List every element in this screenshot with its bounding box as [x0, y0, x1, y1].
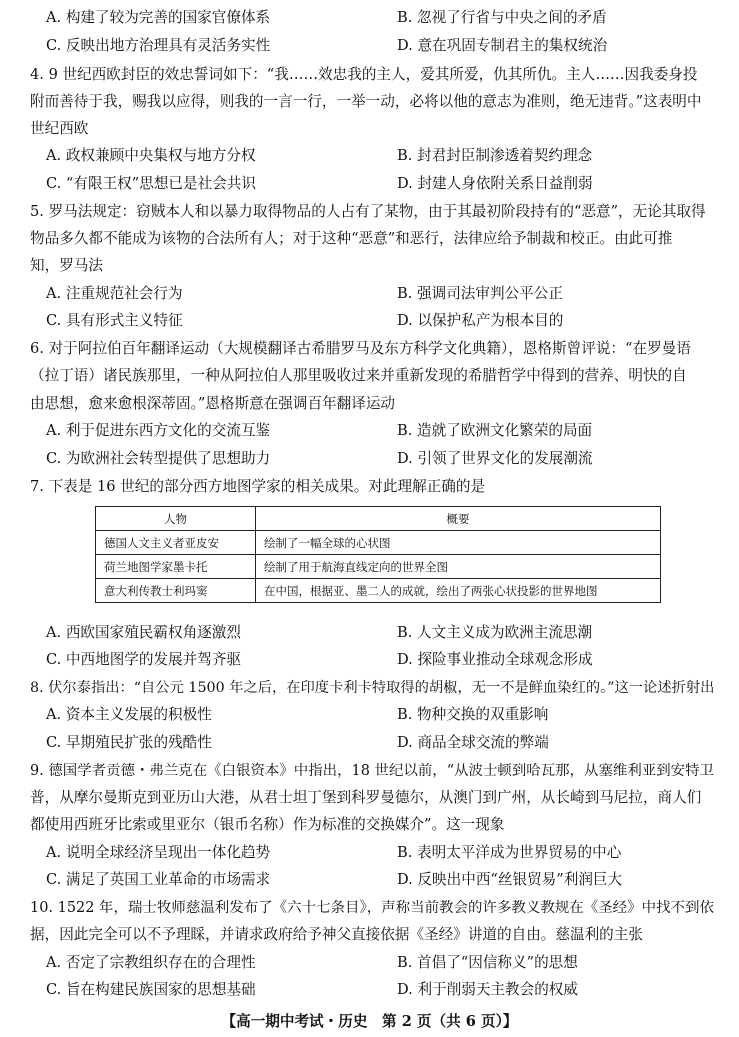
cartographers-table [95, 506, 661, 603]
option-a: A. 否定了宗教组织存在的合理性 [46, 954, 256, 971]
option-a: A. 说明全球经济呈现出一体化趋势 [46, 844, 271, 861]
table-header-person: 人物 [96, 507, 256, 531]
page-footer: 【高一期中考试・历史 第 2 页（共 6 页）】 [221, 1013, 518, 1030]
option-a: A. 注重规范社会行为 [46, 285, 183, 302]
question-9-text: 普，从摩尔曼斯克到亚历山大港，从君士坦丁堡到科罗曼德尔，从澳门到广州，从长崎到马尼拉，商人们 [30, 789, 702, 806]
option-d: D. 利于削弱天主教会的权威 [397, 981, 578, 998]
option-a: A. 利于促进东西方文化的交流互鉴 [46, 422, 271, 439]
table-cell-person: 德国人文主义者亚皮安 [96, 531, 256, 555]
table-row [96, 579, 661, 603]
question-6-text: 6. 对于阿拉伯百年翻译运动（大规模翻译古希腊罗马及东方科学文化典籍），恩格斯曾评说：“在罗曼语 [30, 340, 691, 357]
option-c: C. “有限王权”思想已是社会共识 [46, 175, 256, 192]
option-a: A. 西欧国家殖民霸权角逐激烈 [46, 624, 241, 641]
option-b: B. 人文主义成为欧洲主流思潮 [397, 624, 593, 641]
question-4-text: 附而善待于我，赐我以应得，则我的一言一行，一举一动，必将以他的意志为准则，绝无违背。”这表明中 [30, 93, 702, 110]
question-10-text: 据，因此完全可以不予理睬，并请求政府给予神父直接依据《圣经》讲道的自由。慈温利的主张 [30, 926, 643, 943]
option-b: B. 表明太平洋成为世界贸易的中心 [397, 844, 622, 861]
option-b: B. 物种交换的双重影响 [397, 706, 549, 723]
question-6-text: 由思想，愈来愈根深蒂固。”恩格斯意在强调百年翻译运动 [30, 395, 396, 412]
option-a: A. 构建了较为完善的国家官僚体系 [46, 9, 271, 26]
option-d: D. 封建人身依附关系日益削弱 [397, 175, 593, 192]
table-cell-summary: 绘制了用于航海直线定向的世界全图 [256, 555, 661, 579]
option-c: C. 反映出地方治理具有灵活务实性 [46, 37, 271, 54]
option-c: C. 具有形式主义特征 [46, 312, 183, 329]
option-c: C. 早期殖民扩张的残酷性 [46, 734, 212, 751]
table-cell-person: 荷兰地图学家墨卡托 [96, 555, 256, 579]
question-4-text: 4. 9 世纪西欧封臣的效忠誓词如下：“我……效忠我的主人，爱其所爱，仇其所仇。主人……因我委身投 [30, 66, 698, 83]
table-header-summary: 概要 [256, 507, 661, 531]
table-header-row [96, 507, 661, 531]
option-b: B. 强调司法审判公平公正 [397, 285, 563, 302]
table-cell-person: 意大利传教士利玛窦 [96, 579, 256, 603]
table-row [96, 531, 661, 555]
option-b: B. 封君封臣制渗透着契约理念 [397, 147, 593, 164]
question-5-text: 知，罗马法 [30, 257, 103, 274]
option-c: C. 旨在构建民族国家的思想基础 [46, 981, 256, 998]
question-5-text: 5. 罗马法规定：窃贼本人和以暴力取得物品的人占有了某物，由于其最初阶段持有的“恶意”，无论其取得 [30, 203, 706, 220]
option-d: D. 反映出中西“丝银贸易”利润巨大 [397, 871, 623, 888]
question-9-text: 都使用西班牙比索或里亚尔（银币名称）作为标准的交换媒介”。这一现象 [30, 816, 505, 833]
option-d: D. 商品全球交流的弊端 [397, 734, 549, 751]
option-d: D. 探险事业推动全球观念形成 [397, 651, 593, 668]
option-c: C. 中西地图学的发展并驾齐驱 [46, 651, 242, 668]
question-9-text: 9. 德国学者贡德・弗兰克在《白银资本》中指出，18 世纪以前，“从波士顿到哈瓦那，从塞维利亚到安特卫 [30, 763, 714, 779]
option-b: B. 忽视了行省与中央之间的矛盾 [397, 9, 607, 26]
question-10-text: 10. 1522 年，瑞士牧师慈温利发布了《六十七条目》，声称当前教会的许多教义教规在《圣经》中找不到依 [30, 900, 714, 916]
question-4-text: 世纪西欧 [30, 120, 89, 137]
question-6-text: （拉丁语）诸民族那里，一种从阿拉伯人那里吸收过来并重新发现的希腊哲学中得到的营养、明快的自 [30, 367, 687, 384]
option-c: C. 为欧洲社会转型提供了思想助力 [46, 450, 271, 467]
question-7-text: 7. 下表是 16 世纪的部分西方地图学家的相关成果。对此理解正确的是 [30, 478, 486, 495]
option-d: D. 引领了世界文化的发展潮流 [397, 450, 593, 467]
option-d: D. 意在巩固专制君主的集权统治 [397, 37, 608, 54]
question-5-text: 物品多久都不能成为该物的合法所有人；对于这种“恶意”和恶行，法律应给予制裁和校正。由此可推 [30, 230, 673, 247]
option-a: A. 政权兼顾中央集权与地方分权 [46, 147, 256, 164]
option-c: C. 满足了英国工业革命的市场需求 [46, 871, 271, 888]
table-cell-summary: 在中国，根据亚、墨二人的成就，绘出了两张心状投影的世界地图 [256, 579, 661, 603]
question-8-text: 8. 伏尔泰指出：“自公元 1500 年之后，在印度卡利卡特取得的胡椒，无一不是鲜血染红的。”这一论述折射出 [30, 680, 715, 696]
option-b: B. 首倡了“因信称义”的思想 [397, 954, 578, 971]
option-a: A. 资本主义发展的积极性 [46, 706, 212, 723]
table-cell-summary: 绘制了一幅全球的心状图 [256, 531, 661, 555]
option-d: D. 以保护私产为根本目的 [397, 312, 564, 329]
table-row [96, 555, 661, 579]
option-b: B. 造就了欧洲文化繁荣的局面 [397, 422, 593, 439]
